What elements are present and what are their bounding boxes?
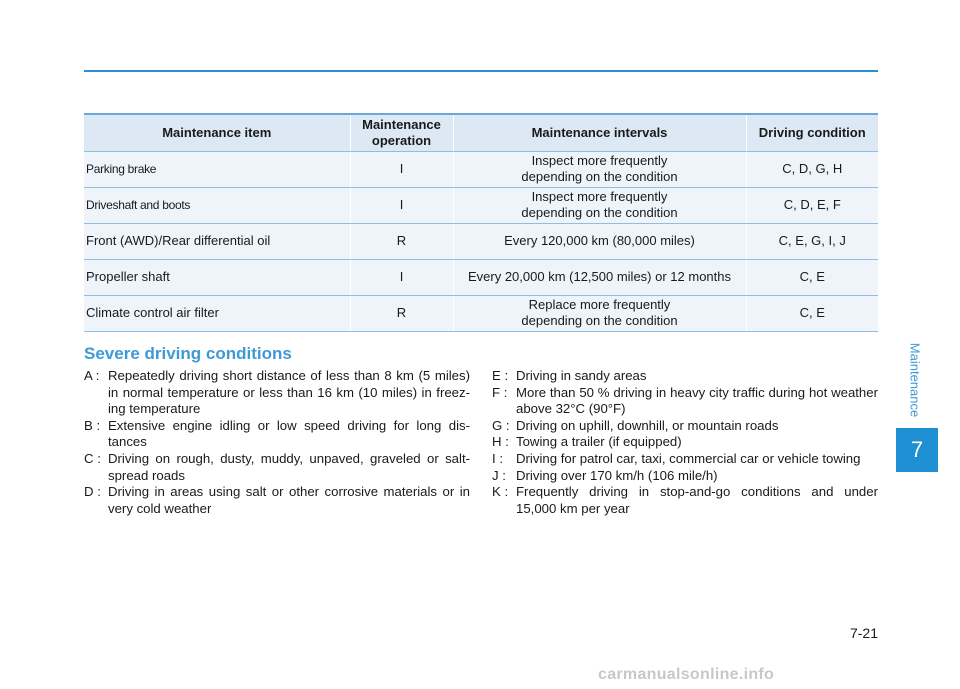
row-interval: Every 120,000 km (80,000 miles)	[453, 223, 746, 259]
row-item: Front (AWD)/Rear differential oil	[84, 223, 350, 259]
severe-conditions-left-column	[84, 368, 470, 517]
condition-item	[492, 484, 878, 517]
condition-key: G :	[492, 417, 510, 433]
condition-text: Driving for patrol car, taxi, commercial car or vehicle towing	[516, 450, 861, 466]
row-item: Propeller shaft	[84, 259, 350, 295]
table-header-row	[84, 114, 878, 151]
chapter-side-label	[904, 340, 926, 420]
row-condition: C, D, G, H	[746, 151, 878, 187]
condition-text: Frequently driving in stop-and-go conditions and under 15,000 km per year	[516, 484, 878, 516]
condition-key: A :	[84, 368, 100, 383]
condition-key: D :	[84, 484, 101, 500]
row-interval	[453, 295, 746, 331]
row-interval	[453, 187, 746, 223]
header-driving-condition: Driving condition	[746, 114, 878, 151]
row-interval-line1: Inspect more frequently	[531, 189, 668, 204]
watermark: carmanualsonline.info	[598, 666, 775, 683]
row-interval-line1: Inspect more frequently	[531, 153, 668, 168]
table-row	[84, 295, 878, 331]
severe-conditions-right-column	[492, 368, 878, 517]
row-operation: I	[350, 187, 453, 223]
severe-conditions-title: Severe driving conditions	[84, 344, 292, 363]
row-item: Climate control air filter	[84, 295, 350, 331]
row-interval-line2: depending on the condition	[521, 169, 678, 184]
row-operation: I	[350, 151, 453, 187]
row-condition: C, E, G, I, J	[746, 223, 878, 259]
row-operation: I	[350, 259, 453, 295]
condition-item	[84, 418, 470, 451]
page-number: 7-21	[849, 625, 878, 641]
table-row	[84, 259, 878, 295]
condition-item	[492, 451, 878, 468]
row-item: Parking brake	[84, 151, 350, 187]
condition-item	[492, 434, 878, 451]
condition-text: More than 50 % driving in heavy city traffic during hot weather above 32°C (90°F)	[516, 384, 878, 417]
row-interval-line1: Replace more frequently	[528, 297, 671, 312]
table-row	[84, 223, 878, 259]
row-interval-line2: depending on the condition	[521, 313, 678, 328]
condition-item	[84, 451, 470, 484]
condition-key: H :	[492, 434, 509, 450]
row-condition: C, E	[746, 295, 878, 331]
header-operation-line1: Maintenance	[362, 116, 441, 132]
condition-key: F :	[492, 384, 508, 400]
row-operation: R	[350, 295, 453, 331]
row-interval-line2: depending on the condition	[521, 205, 678, 220]
condition-text: Driving over 170 km/h (106 mile/h)	[516, 467, 718, 483]
table-row	[84, 151, 878, 187]
row-interval	[453, 151, 746, 187]
condition-text: Driving on uphill, downhill, or mountain roads	[516, 417, 779, 433]
top-rule	[84, 70, 878, 72]
condition-text: Towing a trailer (if equipped)	[516, 434, 682, 450]
condition-text: Driving in areas using salt or other corrosive materials or in very cold weather	[108, 484, 470, 516]
maintenance-table	[84, 113, 878, 332]
row-condition: C, D, E, F	[746, 187, 878, 223]
condition-item	[84, 484, 470, 517]
chapter-number-tab: 7	[896, 428, 938, 472]
condition-item	[492, 368, 878, 385]
condition-key: J :	[492, 467, 506, 483]
condition-key: C :	[84, 450, 101, 466]
row-item: Driveshaft and boots	[84, 187, 350, 223]
condition-text: Driving on rough, dusty, muddy, unpaved, graveled or salt-spread roads	[108, 450, 470, 483]
header-maintenance-operation	[350, 114, 453, 151]
condition-item	[492, 418, 878, 435]
row-interval: Every 20,000 km (12,500 miles) or 12 months	[453, 259, 746, 295]
condition-key: I :	[492, 450, 503, 466]
table-row	[84, 187, 878, 223]
row-condition: C, E	[746, 259, 878, 295]
condition-text: Extensive engine idling or low speed driving for long dis-tances	[108, 417, 470, 450]
condition-text: Driving in sandy areas	[516, 368, 647, 383]
condition-key: K :	[492, 484, 509, 500]
condition-key: E :	[492, 368, 509, 383]
condition-text: Repeatedly driving short distance of less than 8 km (5 miles) in normal temperature or less than 16 km (10 miles) in freez-ing temperature	[108, 368, 470, 417]
condition-key: B :	[84, 417, 101, 433]
header-operation-line2: operation	[371, 132, 432, 148]
chapter-side-label-text: Maintenance	[907, 342, 923, 418]
header-maintenance-item: Maintenance item	[84, 114, 350, 151]
condition-item	[492, 385, 878, 418]
header-maintenance-intervals: Maintenance intervals	[453, 114, 746, 151]
condition-item	[492, 468, 878, 485]
row-operation: R	[350, 223, 453, 259]
condition-item	[84, 368, 470, 418]
